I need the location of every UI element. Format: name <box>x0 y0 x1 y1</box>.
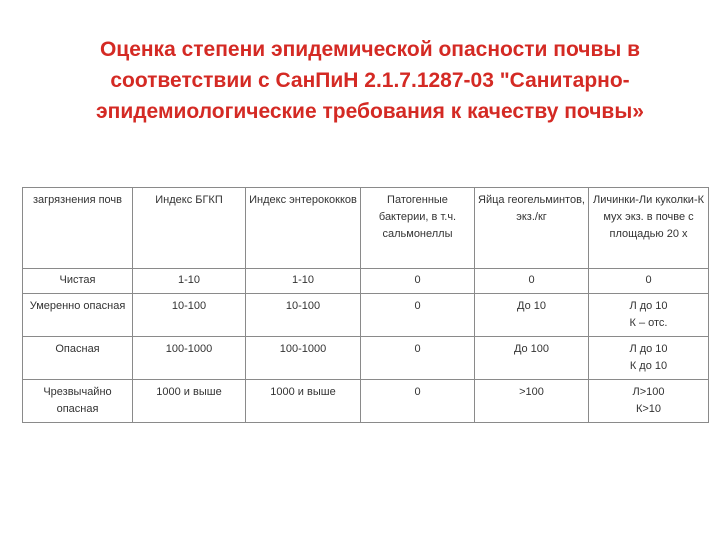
table-row <box>23 269 709 294</box>
table-cell: >100 <box>475 380 589 423</box>
table-row <box>23 337 709 380</box>
table-cell: 100-1000 <box>133 337 246 380</box>
table-cell: 0 <box>361 337 475 380</box>
table-cell: 10-100 <box>246 294 361 337</box>
table-cell: 0 <box>475 269 589 294</box>
table-cell: Чистая <box>23 269 133 294</box>
title-line: соответствии с СанПиН 2.1.7.1287-03 "Санитарно- <box>110 69 630 92</box>
table-cell: 1000 и выше <box>133 380 246 423</box>
title-line: эпидемиологические требования к качеству почвы» <box>96 100 644 123</box>
header-contamination: загрязнения почв <box>23 188 133 269</box>
table-header-row <box>23 188 709 269</box>
table-row <box>23 380 709 423</box>
table-cell: 1-10 <box>133 269 246 294</box>
table-cell: До 100 <box>475 337 589 380</box>
table-cell: 1000 и выше <box>246 380 361 423</box>
table-cell: Л до 10 К до 10 <box>589 337 709 380</box>
header-fly-larvae: Личинки-Ли куколки-К мух экз. в почве с площадью 20 х <box>589 188 709 269</box>
header-helminth-eggs: Яйца геогельминтов, экз./кг <box>475 188 589 269</box>
table-cell: Л до 10 К – отс. <box>589 294 709 337</box>
table-cell: 0 <box>361 269 475 294</box>
table-cell: Л>100 К>10 <box>589 380 709 423</box>
table-cell: 1-10 <box>246 269 361 294</box>
table-cell: 0 <box>361 380 475 423</box>
title-line: Оценка степени эпидемической опасности почвы в <box>99 38 641 61</box>
table-cell: 100-1000 <box>246 337 361 380</box>
table-cell: Умеренно опасная <box>23 294 133 337</box>
table-cell: 0 <box>589 269 709 294</box>
table-cell: 10-100 <box>133 294 246 337</box>
header-bgkp-index: Индекс БГКП <box>133 188 246 269</box>
table-cell: Чрезвычайно опасная <box>23 380 133 423</box>
header-enterococci-index: Индекс энтерококков <box>246 188 361 269</box>
table-cell: 0 <box>361 294 475 337</box>
table-cell: Опасная <box>23 337 133 380</box>
table-row <box>23 294 709 337</box>
page-title <box>40 34 700 127</box>
soil-hazard-table <box>22 187 709 423</box>
table-cell: До 10 <box>475 294 589 337</box>
header-pathogenic-bacteria: Патогенные бактерии, в т.ч. сальмонеллы <box>361 188 475 269</box>
